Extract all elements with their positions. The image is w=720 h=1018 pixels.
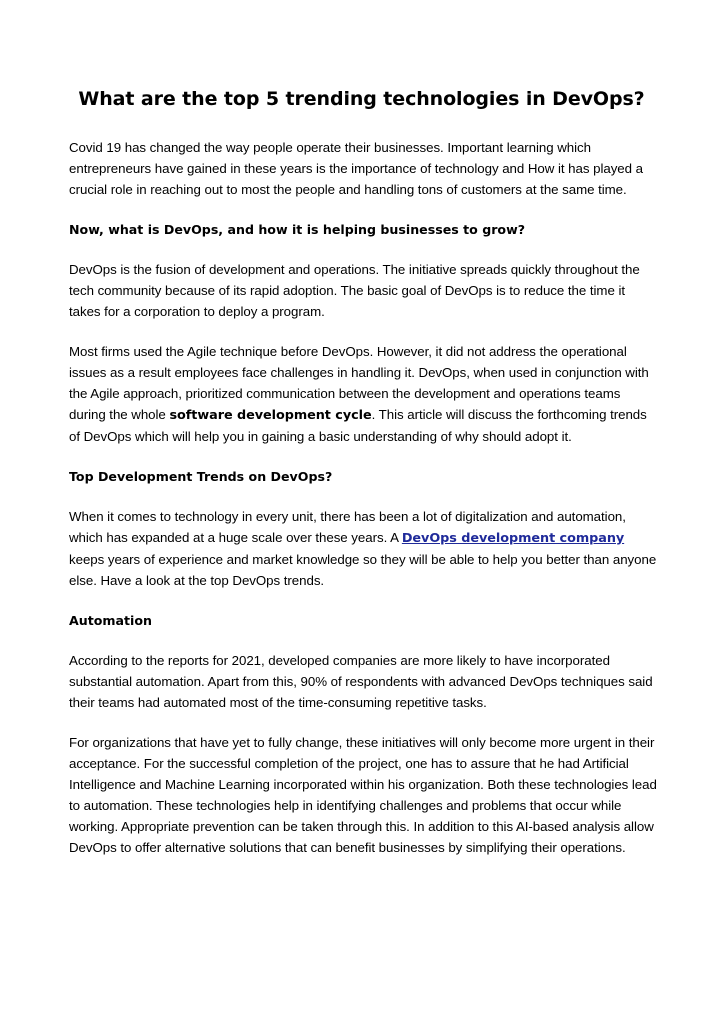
trends-paragraph-text-start: When it comes to technology in every unit, there has been a lot of digitalization and automation, which has expanded at a huge scale over these years. A xyxy=(69,509,626,545)
devops-definition-paragraph: DevOps is the fusion of development and operations. The initiative spreads quickly throughout the tech community because of its rapid adoption. The basic goal of DevOps is to reduce the time it takes for a corporation to deploy a program. xyxy=(69,262,640,319)
section-heading-automation: Automation xyxy=(69,613,152,628)
section-heading-what-is-devops: Now, what is DevOps, and how it is helping businesses to grow? xyxy=(69,222,526,237)
devops-development-company-link[interactable]: DevOps development company xyxy=(401,531,625,546)
automation-paragraph-2: For organizations that have yet to fully change, these initiatives will only become more urgent in their acceptance. For the successful completion of the project, one has to assure that he had Artificial Intelligence and Machine Learning incorporated within his organization. Both these technologies lead to automation. These technologies help in identifying challenges and problems that occur while working. Appropriate prevention can be taken through this. In addition to this AI-based analysis allow DevOps to offer alternative solutions that can benefit businesses by simplifying their operations. xyxy=(69,735,657,855)
trends-paragraph xyxy=(69,506,660,591)
agile-paragraph xyxy=(69,341,660,447)
agile-paragraph-text-end: . This article will discuss the forthcoming trends of DevOps which will help you in gaining a basic understanding of why should adopt it. xyxy=(69,407,647,444)
intro-paragraph: Covid 19 has changed the way people operate their businesses. Important learning which entrepreneurs have gained in these years is the importance of technology and How it has played a crucial role in reaching out to most the people and handling tons of customers at the same time. xyxy=(69,140,643,197)
agile-paragraph-text-start: Most firms used the Agile technique before DevOps. However, it did not address the operational issues as a result employees face challenges in handling it. DevOps, when used in conjunction with the Agile approach, prioritized communication between the development and operations teams during the whole xyxy=(69,344,649,422)
page-title: What are the top 5 trending technologies in DevOps? xyxy=(78,88,645,110)
automation-paragraph-1: According to the reports for 2021, developed companies are more likely to have incorporated substantial automation. Apart from this, 90% of respondents with advanced DevOps techniques said their teams had automated most of the time-consuming repetitive tasks. xyxy=(69,653,653,710)
software-development-cycle-bold: software development cycle xyxy=(169,408,372,423)
section-heading-trends: Top Development Trends on DevOps? xyxy=(69,469,333,484)
trends-paragraph-text-end: keeps years of experience and market knowledge so they will be able to help you better than anyone else. Have a look at the top DevOps trends. xyxy=(69,552,657,588)
